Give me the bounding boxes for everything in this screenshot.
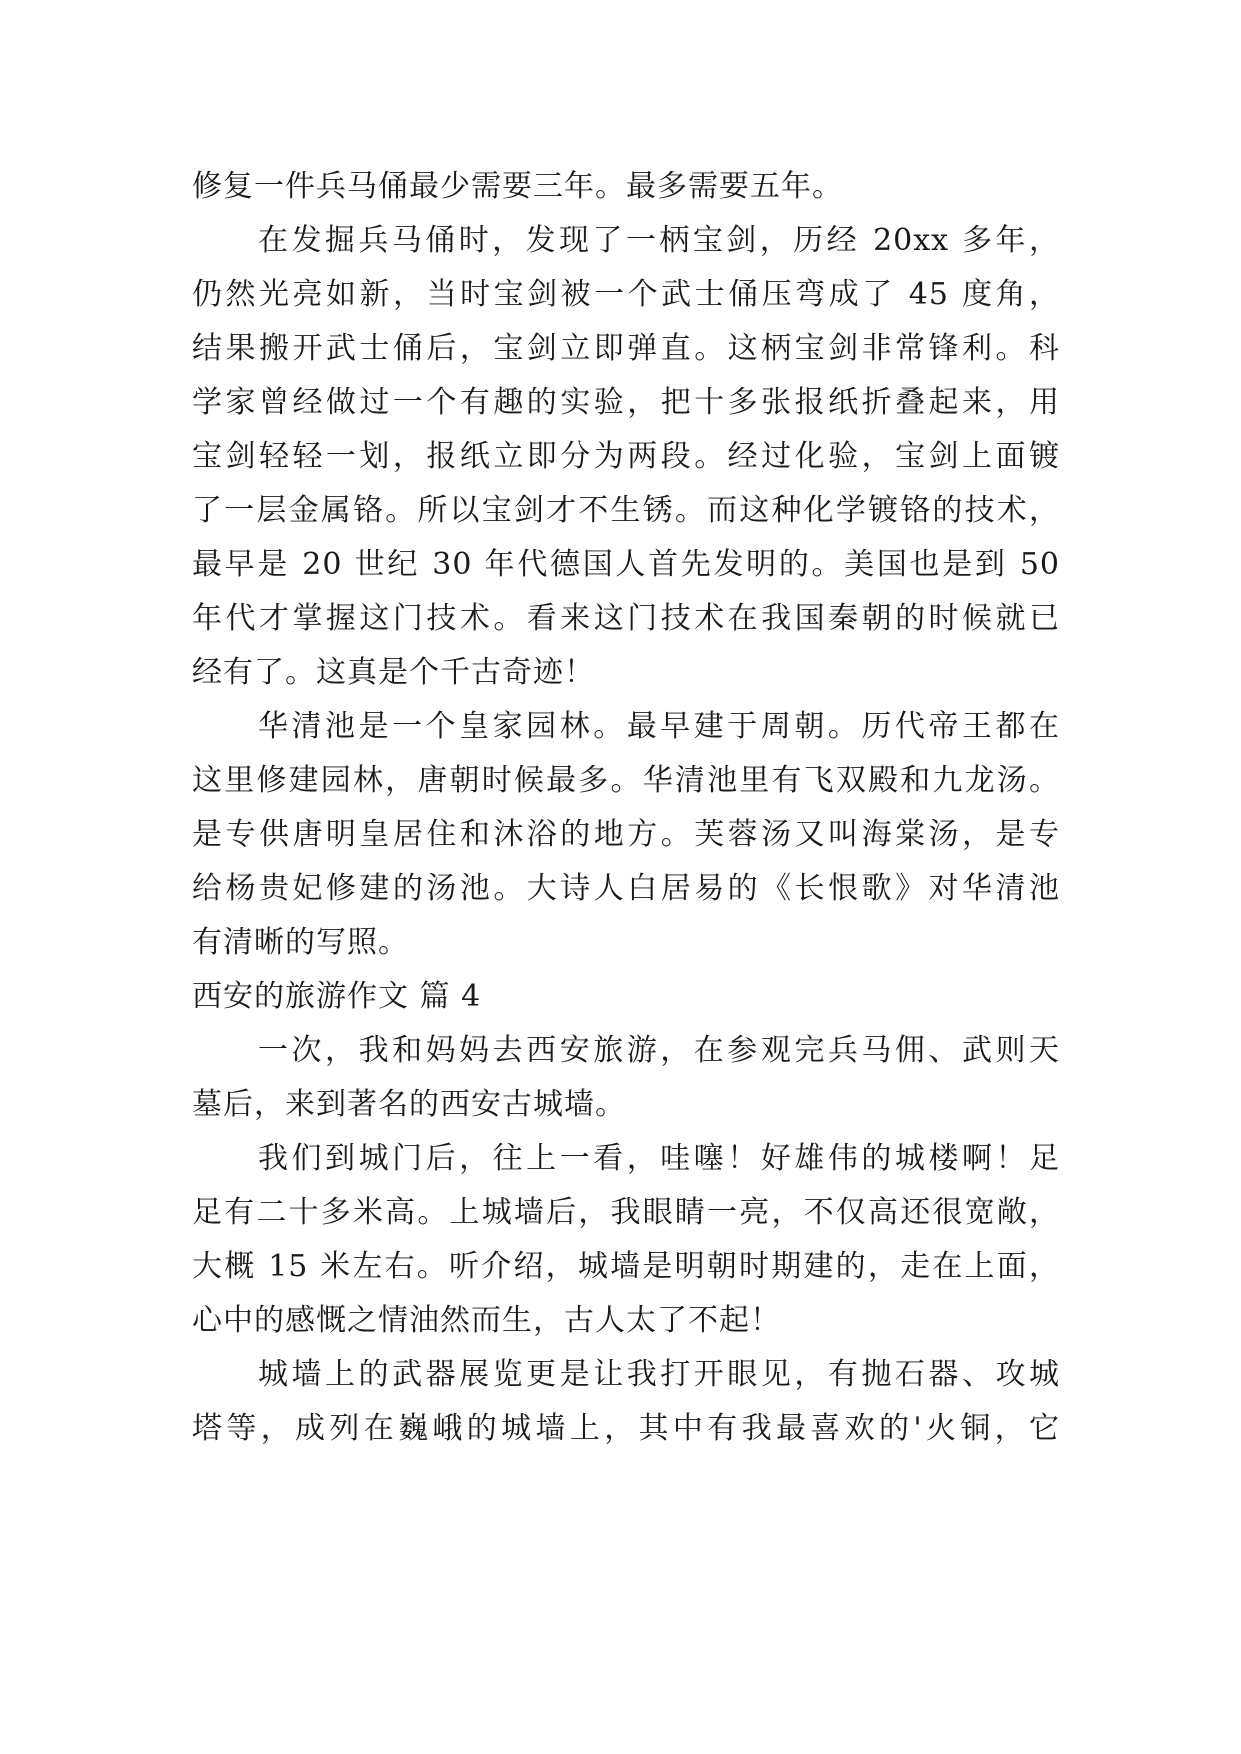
text-line: 学家曾经做过一个有趣的实验，把十多张报纸折叠起来，用 <box>192 385 1060 420</box>
text-line: 足有二十多米高。上城墙后，我眼睛一亮，不仅高还很宽敞， <box>192 1195 1060 1230</box>
text-line: 年代才掌握这门技术。看来这门技术在我国秦朝的时候就已 <box>192 601 1060 636</box>
text-line: 修复一件兵马俑最少需要三年。最多需要五年。 <box>192 169 843 204</box>
text-line: 最早是 20 世纪 30 年代德国人首先发明的。美国也是到 50 <box>192 547 1060 582</box>
text-line: 是专供唐明皇居住和沐浴的地方。芙蓉汤又叫海棠汤，是专 <box>192 817 1060 852</box>
section-heading: 西安的旅游作文 篇 4 <box>192 979 482 1014</box>
text-line: 城墙上的武器展览更是让我打开眼见，有抛石器、攻城 <box>258 1357 1060 1392</box>
text-line: 大概 15 米左右。听介绍，城墙是明朝时期建的，走在上面， <box>192 1249 1060 1284</box>
text-line: 一次，我和妈妈去西安旅游，在参观完兵马佣、武则天 <box>258 1033 1060 1068</box>
text-line: 仍然光亮如新，当时宝剑被一个武士俑压弯成了 45 度角， <box>192 277 1060 312</box>
text-line: 给杨贵妃修建的汤池。大诗人白居易的《长恨歌》对华清池 <box>192 871 1060 906</box>
text-line: 华清池是一个皇家园林。最早建于周朝。历代帝王都在 <box>258 709 1060 744</box>
text-line: 宝剑轻轻一划，报纸立即分为两段。经过化验，宝剑上面镀 <box>192 439 1060 474</box>
text-line: 心中的感慨之情油然而生，古人太了不起！ <box>192 1303 781 1338</box>
text-line: 这里修建园林，唐朝时候最多。华清池里有飞双殿和九龙汤。 <box>192 763 1060 798</box>
text-line: 有清晰的写照。 <box>192 925 409 960</box>
text-line: 在发掘兵马俑时，发现了一柄宝剑，历经 20xx 多年， <box>258 223 1060 258</box>
text-line: 墓后，来到著名的西安古城墙。 <box>192 1087 626 1122</box>
text-line: 我们到城门后，往上一看，哇噻！好雄伟的城楼啊！足 <box>258 1141 1060 1176</box>
text-line: 塔等，成列在巍峨的城墙上，其中有我最喜欢的'火铜，它 <box>192 1411 1060 1446</box>
text-line: 结果搬开武士俑后，宝剑立即弹直。这柄宝剑非常锋利。科 <box>192 331 1060 366</box>
text-line: 了一层金属铬。所以宝剑才不生锈。而这种化学镀铬的技术， <box>192 493 1060 528</box>
text-line: 经有了。这真是个千古奇迹！ <box>192 655 595 690</box>
document-body <box>192 160 1060 1456</box>
